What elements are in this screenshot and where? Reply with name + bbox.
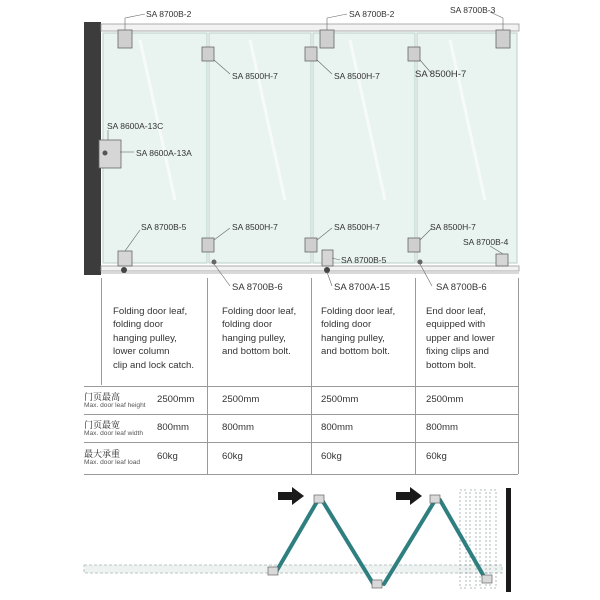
spec-height-label-en: Max. door leaf height	[84, 402, 146, 409]
height-value-3: 2500mm	[321, 394, 359, 405]
top-roller-1-icon	[118, 30, 132, 48]
column-1-description: Folding door leaf, folding door hanging pulley, lower column clip and lock catch.	[113, 306, 195, 371]
callout-hinge-bottom-2: SA 8500H-7	[334, 222, 380, 232]
bolt-0-icon	[121, 267, 127, 273]
bottom-pivot-icon	[496, 254, 508, 266]
load-value-2: 60kg	[222, 451, 243, 462]
side-wall	[84, 22, 101, 275]
width-value-3: 800mm	[321, 422, 353, 433]
width-value-4: 800mm	[426, 422, 458, 433]
bottom-hinge-3-icon	[408, 238, 420, 252]
height-value-1: 2500mm	[157, 394, 195, 405]
load-value-1: 60kg	[157, 451, 178, 462]
bottom-roller-1-icon	[118, 251, 132, 266]
callout-lock-outer: SA 8600A-13C	[107, 121, 164, 131]
callout-bottom-roller-1: SA 8700B-5	[141, 222, 187, 232]
spec-width-label-en: Max. door leaf width	[84, 430, 144, 437]
bottom-hinge-1-icon	[202, 238, 214, 252]
callout-bolt-2: SA 8700A-15	[334, 282, 390, 293]
lock-case-icon	[99, 140, 121, 168]
top-track	[101, 24, 519, 31]
width-value-2: 800mm	[222, 422, 254, 433]
callout-bolt-1: SA 8700B-6	[232, 282, 283, 293]
callout-hinge-top-2: SA 8500H-7	[334, 71, 380, 81]
callout-hinge-bottom-3: SA 8500H-7	[430, 222, 476, 232]
column-3-description: Folding door leaf, folding door hanging pulley, and bottom bolt.	[321, 306, 396, 358]
callout-hinge-top-1: SA 8500H-7	[232, 71, 278, 81]
floor-track	[101, 266, 519, 271]
callout-hinge-bottom-1: SA 8500H-7	[232, 222, 278, 232]
spec-load-label-zh: 最大承重	[84, 449, 121, 459]
callout-bottom-pivot: SA 8700B-4	[463, 237, 509, 247]
column-4-description: End door leaf, equipped with upper and lower fixing clips and bottom bolt.	[426, 306, 495, 371]
top-roller-3-icon	[496, 30, 510, 48]
spec-height-label-zh: 门页最高	[84, 392, 121, 402]
callout-top-roller-1: SA 8700B-2	[146, 9, 192, 19]
top-hinge-1-icon	[202, 47, 214, 61]
top-hinge-2-icon	[305, 47, 317, 61]
bolt-3-icon	[418, 260, 423, 265]
callout-hinge-top-3: SA 8500H-7	[415, 69, 467, 80]
height-value-4: 2500mm	[426, 394, 464, 405]
bottom-roller-2-icon	[322, 250, 333, 266]
bottom-hinge-2-icon	[305, 238, 317, 252]
load-value-3: 60kg	[321, 451, 342, 462]
load-value-4: 60kg	[426, 451, 447, 462]
top-hinge-3-icon	[408, 47, 420, 61]
spec-load-label-en: Max. door leaf load	[84, 459, 141, 466]
bolt-1-icon	[212, 260, 217, 265]
callout-bottom-roller-2: SA 8700B-5	[341, 255, 387, 265]
top-roller-2-icon	[320, 30, 334, 48]
height-value-2: 2500mm	[222, 394, 260, 405]
callout-bolt-3: SA 8700B-6	[436, 282, 487, 293]
column-2-description: Folding door leaf, folding door hanging pulley, and bottom bolt.	[222, 306, 297, 358]
callout-top-roller-2: SA 8700B-2	[349, 9, 395, 19]
callout-lock-inner: SA 8600A-13A	[136, 148, 192, 158]
callout-top-roller-3: SA 8700B-3	[450, 5, 496, 15]
spec-width-label-zh: 门页最宽	[84, 420, 121, 430]
width-value-1: 800mm	[157, 422, 189, 433]
